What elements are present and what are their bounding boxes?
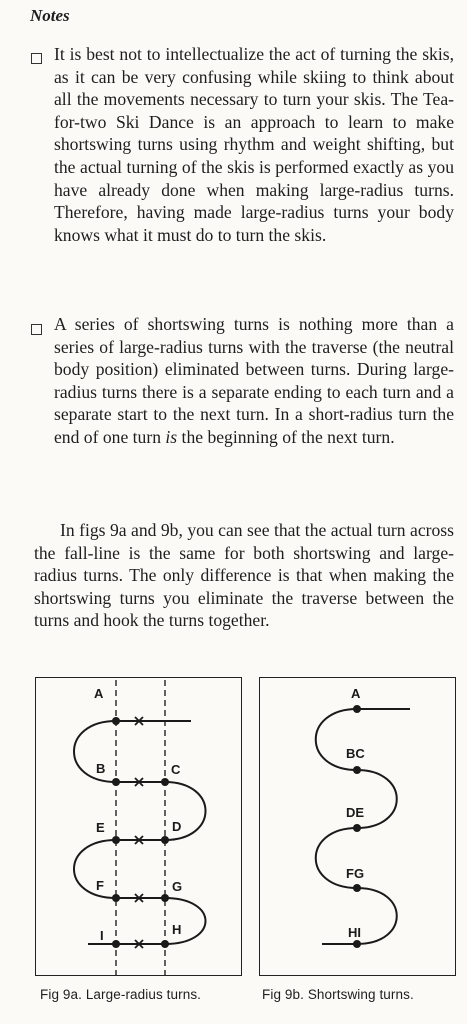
paragraph-2-emphasis: is [165,426,178,447]
paragraph-2 [54,313,454,449]
shortswing-path [316,709,410,944]
figure-9a-caption: Fig 9a. Large-radius turns. [40,987,202,1002]
paragraph-1: It is best not to intellectualize the act of turning the skis, as it can be very confusing while skiing to think about all the movements necessary to turn your skis. The Tea-for-two Ski Dance is an approach to learn to make shortswing turns using rhythm and weight shifting, but the actual turning of the skis is performed exactly as you have already done when making large-radius turns. Therefore, having made large-radius turns your body knows what it must do to turn the skis. [54,44,454,245]
fig9a-label-c: C [171,762,181,777]
fig9b-label-fg: FG [346,866,365,881]
large-radius-path [74,721,206,944]
figure-9b-diagram [260,678,457,977]
figure-9a-diagram [36,678,243,977]
fig9a-label-a: A [94,686,104,701]
notes-heading: Notes [30,6,70,25]
fig9a-label-i: I [100,928,104,943]
fig9a-label-f: F [96,878,104,893]
fig9a-label-d: D [172,819,182,834]
fig9a-label-e: E [96,820,105,835]
fig9a-label-h: H [172,922,182,937]
figure-9b [259,677,456,976]
fig9b-label-a: A [351,686,361,701]
fig9b-label-de: DE [346,805,365,820]
figure-9b-caption: Fig 9b. Shortswing turns. [262,987,414,1002]
paragraph-2-text-a: A series of shortswing turns is nothing more than a series of large-radius turns with the traverse (the neutral body position) eliminated between turns. During large-radius turns there is a separate ending to each turn and a separate start to the next turn. In a short-radius turn the end of one turn [54,314,454,447]
fig9a-label-g: G [172,879,183,894]
fig9a-label-b: B [96,761,106,776]
paragraph-3: In figs 9a and 9b, you can see that the actual turn across the fall-line is the same for both shortswing and large-radius turns. The only difference is that when making the shortswing turns you eliminate the traverse between the turns and hook the turns together. [34,520,454,631]
fig9b-label-hi: HI [348,925,361,940]
figure-9a [35,677,242,976]
bullet-checkbox-1 [31,53,42,64]
bullet-checkbox-2 [31,324,42,335]
fig9b-label-bc: BC [346,746,365,761]
paragraph-2-text-b: the beginning of the next turn. [177,426,395,447]
